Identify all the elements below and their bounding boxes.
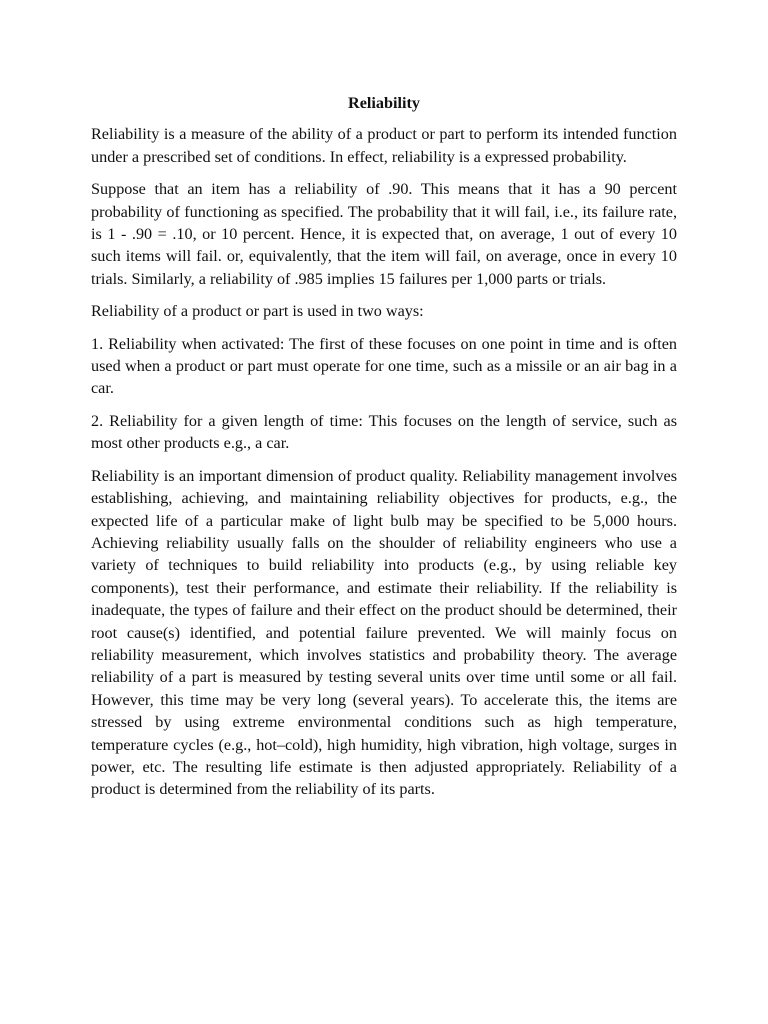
paragraph-definition: Reliability is a measure of the ability of a product or part to perform its intended function under a prescribed set of conditions. In effect, reliability is a expressed probability. [91,125,677,166]
paragraph-length-of-time: 2. Reliability for a given length of time: This focuses on the length of service, such as most other products e.g., a car. [91,411,677,453]
document-title: Reliability [348,94,420,112]
paragraph-when-activated: 1. Reliability when activated: The first of these focuses on one point in time and is often used when a product or part must operate for one time, such as a missile or an air bag in a car. [91,334,677,398]
paragraph-example: Suppose that an item has a reliability of .90. This means that it has a 90 percent probability of functioning as specified. The probability that it will fail, i.e., its failure rate, is 1 - .90 = .10, or 10 percent. Hence, it is expected that, on average, 1 out of every 10 such items will fail. or, equivalently, that the item will fail, on average, once in every 10 trials. Similarly, a reliability of .985 implies 15 failures per 1,000 parts or trials. [91,180,677,288]
paragraph-two-ways: Reliability of a product or part is used in two ways: [91,302,424,321]
document-page [91,92,677,811]
paragraph-reliability-management: Reliability is an important dimension of product quality. Reliability management involves establishing, achieving, and maintaining reliability objectives for products, e.g., the expected life of a particular make of light bulb may be specified to be 5,000 hours. Achieving reliability usually falls on the shoulder of reliability engineers who use a variety of techniques to build reliability into products (e.g., by using reliable key components), test their performance, and estimate their reliability. If the reliability is inadequate, the types of failure and their effect on the product should be determined, their root cause(s) identified, and potential failure prevented. We will mainly focus on reliability measurement, which involves statistics and probability theory. The average reliability of a part is measured by testing several units over time until some or all fail. However, this time may be very long (several years). To accelerate this, the items are stressed by using extreme environmental conditions such as high temperature, temperature cycles (e.g., hot–cold), high humidity, high vibration, high voltage, surges in power, etc. The resulting life estimate is then adjusted appropriately. Reliability of a product is determined from the reliability of its parts. [91,466,677,799]
